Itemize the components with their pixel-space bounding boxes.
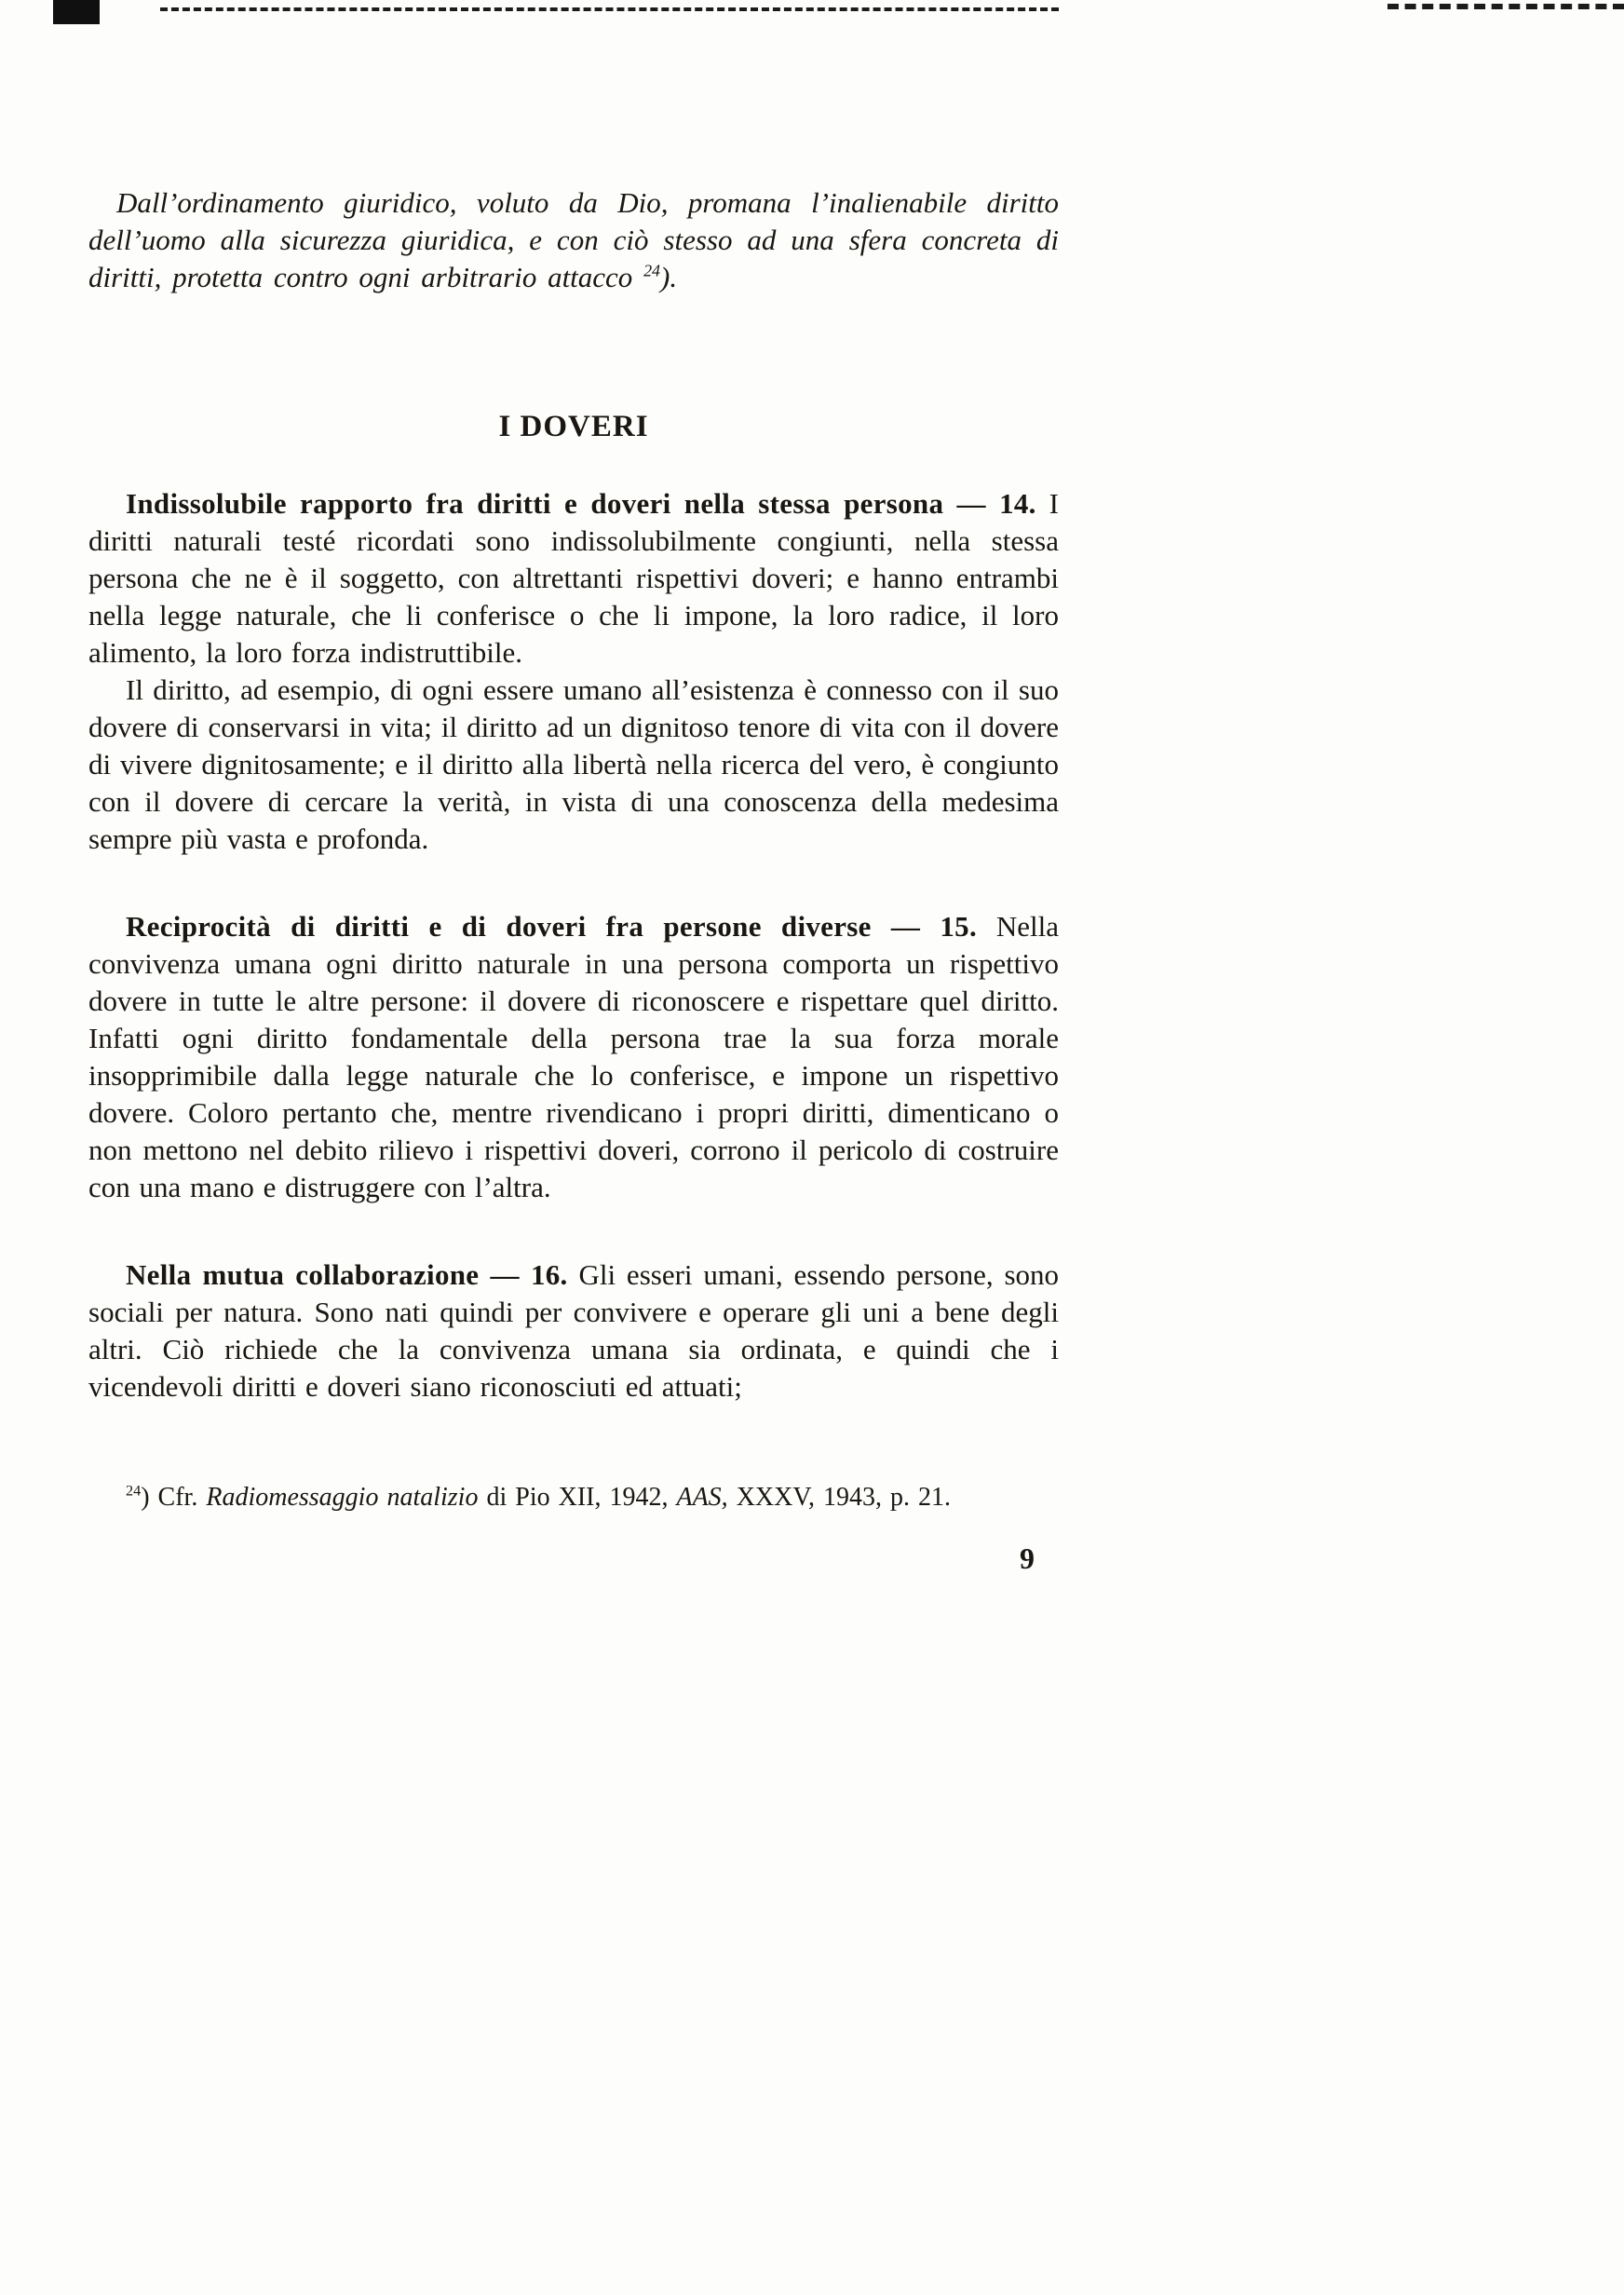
section-heading-i-doveri: I DOVERI [498, 410, 649, 443]
footnote-24-part1: ) Cfr. [141, 1483, 207, 1512]
footnote-24-ref: 24 [126, 1482, 142, 1500]
quote-suffix: ). [660, 261, 678, 293]
paragraph-14-lead: Indissolubile rapporto fra diritti e doveri nella stessa persona — 14. [126, 487, 1036, 520]
paragraph-14-continued [88, 672, 1059, 858]
page-number: 9 [1020, 1541, 1035, 1575]
paragraph-14-body: I diritti naturali testé ricordati sono indissolubilmente congiunti, nella stessa persona che ne è il soggetto, con altrettanti rispettivi doveri; e hanno entrambi nella legge naturale, che li conferisce o che li impone, la loro radice, il loro alimento, la loro forza indistruttibile. [88, 487, 1059, 669]
scan-artifact-dashed-line-top-right [1387, 4, 1624, 9]
paragraph-16 [88, 1256, 1059, 1406]
paragraph-14 [88, 485, 1059, 672]
quote-text: Dall’ordinamento giuridico, voluto da Dio, promana l’inalienabile diritto dell’uomo alla sicurezza giuridica, e con ciò stesso ad una sfera concreta di diritti, protetta contro ogni arbitrario attacco [88, 186, 1059, 293]
book-page [88, 0, 1059, 1576]
paragraph-16-body: Gli esseri umani, essendo persone, sono sociali per natura. Sono nati quindi per convivere e operare gli uni a bene degli altri. Ciò richiede che la convivenza umana sia ordinata, e quindi che i vicendevoli diritti e doveri siano riconosciuti ed attuati; [88, 1258, 1060, 1403]
paragraph-15-body: Nella convivenza umana ogni diritto naturale in una persona comporta un rispettivo dovere in tutte le altre persone: il dovere di riconoscere e rispettare quel diritto. Infatti ogni diritto fondamentale della persona trae la sua forza morale insopprimibile dalla legge naturale che lo conferisce, e impone un rispettivo dovere. Coloro pertanto che, mentre rivendicano i propri diritti, dimenticano o non mettono nel debito rilievo i rispettivi doveri, corrono il pericolo di costruire con una mano e distruggere con l’altra. [88, 910, 1060, 1203]
paragraph-15-lead: Reciprocità di diritti e di doveri fra persone diverse — 15. [126, 910, 977, 943]
footnote-ref-24-marker: 24 [643, 261, 661, 280]
footnote-24-part3: XXXV, 1943, p. 21. [727, 1483, 951, 1512]
paragraph-15 [88, 908, 1059, 1206]
footnote-24-part2: di Pio XII, 1942, [478, 1483, 677, 1512]
paragraph-16-lead: Nella mutua collaborazione — 16. [126, 1258, 568, 1291]
footnote-24-source-italic: AAS, [676, 1483, 728, 1512]
footnote-24 [88, 1480, 1059, 1515]
paragraph-14-continued-body: Il diritto, ad esempio, di ogni essere umano all’esistenza è connesso con il suo dovere di conservarsi in vita; il diritto ad un dignitoso tenore di vita con il dovere di vivere dignitosamente; e il diritto alla libertà nella ricerca del vero, è congiunto con il dovere di cercare la verità, in vista di una conoscenza della medesima sempre più vasta e profonda. [88, 673, 1059, 855]
opening-quote-paragraph [88, 184, 1059, 296]
footnote-24-title-italic: Radiomessaggio natalizio [206, 1483, 479, 1512]
